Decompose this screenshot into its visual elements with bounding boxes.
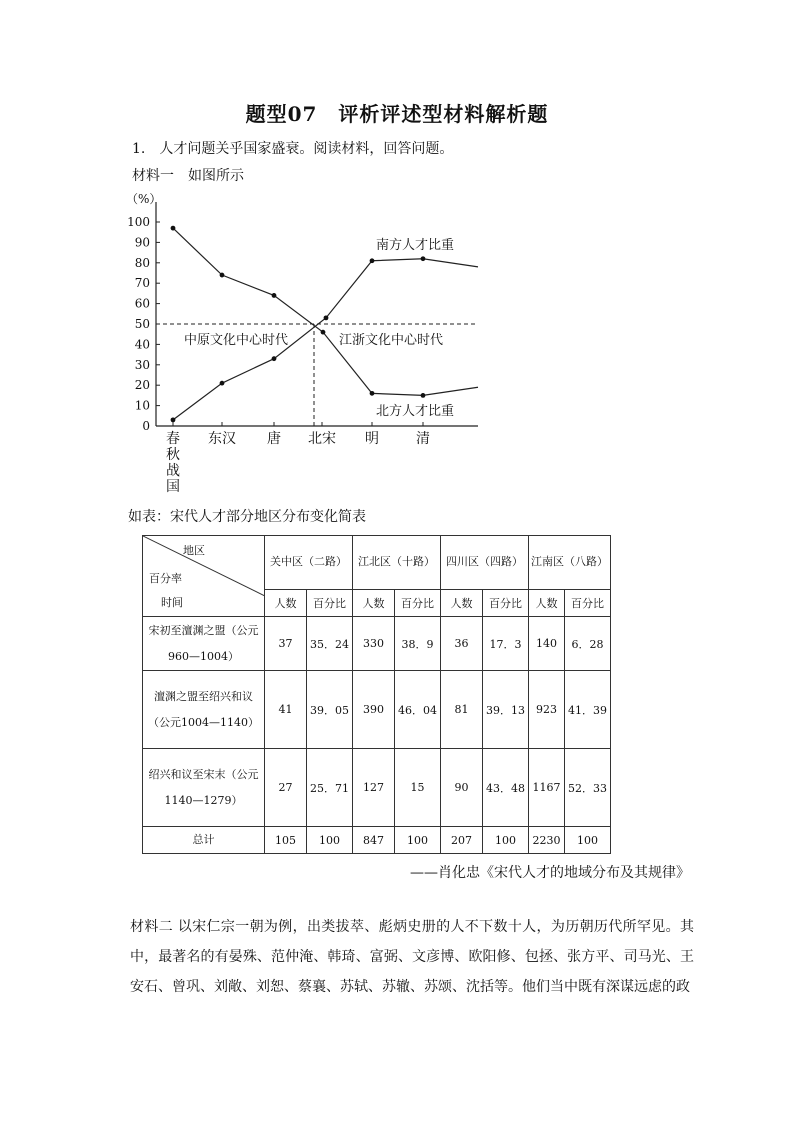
material2-text: 材料二 以宋仁宗一朝为例，出类拔萃、彪炳史册的人不下数十人，为历朝历代所罕见。其中，最著名的有晏殊、范仲淹、韩琦、富弼、文彦博、欧阳修、包拯、张方平、司马光、王安石、曾巩、刘敞、刘恕、蔡襄、苏轼、苏辙、苏颂、沈括等。他们当中既有深谋远虑的政: [130, 919, 694, 995]
period-cell: 绍兴和议至宋末（公元1140—1279）: [143, 749, 265, 827]
y-tick-label: 60: [134, 296, 150, 311]
table-cell: 140: [529, 617, 565, 671]
y-tick-label: 30: [134, 357, 150, 372]
data-point: [321, 330, 326, 335]
x-tick-label: 战: [166, 463, 180, 479]
data-point: [220, 381, 225, 386]
table-caption: 如表：宋代人才部分地区分布变化简表: [128, 509, 366, 525]
table-cell: 36: [441, 617, 483, 671]
table-row: [143, 749, 611, 827]
sub-header: 人数: [529, 589, 565, 616]
sub-header: 百分比: [395, 589, 441, 616]
table-row-total: [143, 827, 611, 854]
data-point: [272, 356, 277, 361]
annotation-central-plains: 中原文化中心时代: [184, 333, 289, 348]
table-corner-cell: [143, 536, 265, 617]
table-cell: 81: [441, 671, 483, 749]
series-label-south: 南方人才比重: [376, 238, 455, 253]
sub-header: 人数: [265, 589, 307, 616]
data-point: [171, 226, 176, 231]
table-cell: 100: [307, 827, 353, 854]
song-talent-table: [142, 535, 611, 854]
table-cell: 38．9: [395, 617, 441, 671]
y-tick-label: 10: [134, 398, 150, 413]
region-header: 江北区（十路）: [353, 536, 441, 590]
x-tick-label: 东汉: [208, 431, 236, 447]
table-cell: 15: [395, 749, 441, 827]
table-cell: 90: [441, 749, 483, 827]
table-cell: 100: [483, 827, 529, 854]
table-cell: 330: [353, 617, 395, 671]
table-row: [143, 671, 611, 749]
sub-header: 百分比: [307, 589, 353, 616]
table-cell: 41: [265, 671, 307, 749]
x-tick-label: 唐: [267, 431, 281, 447]
data-point: [171, 417, 176, 422]
period-cell: 总计: [143, 827, 265, 854]
table-cell: 390: [353, 671, 395, 749]
table-cell: 37: [265, 617, 307, 671]
table-cell: 105: [265, 827, 307, 854]
y-tick-label: 50: [134, 317, 150, 331]
y-tick-label: 90: [134, 235, 150, 250]
x-tick-label: 秋: [166, 447, 180, 463]
table-cell: 35．24: [307, 617, 353, 671]
sub-header: 人数: [353, 589, 395, 616]
table-cell: 39．05: [307, 671, 353, 749]
table-cell: 6．28: [565, 617, 611, 671]
data-point: [370, 258, 375, 263]
region-header: 关中区（二路）: [265, 536, 353, 590]
corner-rate-label: 百分率: [149, 572, 182, 585]
material1-label: 材料一 如图所示: [132, 168, 244, 184]
x-tick-label: 春: [166, 431, 180, 447]
table-row: [143, 617, 611, 671]
corner-time-label: 时间: [161, 596, 183, 609]
table-cell: 923: [529, 671, 565, 749]
table-cell: 100: [565, 827, 611, 854]
data-point: [370, 391, 375, 396]
table-cell: 207: [441, 827, 483, 854]
sub-header: 百分比: [483, 589, 529, 616]
source-citation: ——肖化忠《宋代人才的地域分布及其规律》: [410, 865, 690, 881]
table-cell: 17．3: [483, 617, 529, 671]
question-stem: 1. 人才问题关乎国家盛衰。阅读材料，回答问题。: [132, 141, 454, 157]
x-tick-label: 北宋: [308, 431, 336, 447]
table-cell: 41．39: [565, 671, 611, 749]
page-title: 题型07 评析评述型材料解析题: [245, 102, 549, 126]
data-point: [324, 315, 329, 320]
annotation-jiangzhe: 江浙文化中心时代: [339, 333, 444, 348]
corner-region-label: 地区: [183, 544, 205, 557]
table-cell: 25．71: [307, 749, 353, 827]
table-cell: 27: [265, 749, 307, 827]
sub-header: 百分比: [565, 589, 611, 616]
data-point: [220, 273, 225, 278]
table-cell: 2230: [529, 827, 565, 854]
table-cell: 46．04: [395, 671, 441, 749]
y-tick-label: 70: [134, 276, 150, 291]
data-point: [272, 293, 277, 298]
series-label-north: 北方人才比重: [376, 404, 455, 419]
table-cell: 43．48: [483, 749, 529, 827]
table-cell: 847: [353, 827, 395, 854]
x-tick-label: 清: [416, 431, 430, 447]
y-tick-label: 20: [134, 378, 150, 393]
y-tick-label: 80: [134, 255, 150, 270]
data-point: [421, 256, 426, 261]
table-cell: 39．13: [483, 671, 529, 749]
x-tick-label: 国: [166, 479, 180, 495]
y-tick-label: 0: [142, 419, 150, 433]
period-cell: 澶渊之盟至绍兴和议（公元1004—1140）: [143, 671, 265, 749]
region-header: 四川区（四路）: [441, 536, 529, 590]
y-tick-label: 100: [127, 215, 150, 229]
table-cell: 52．33: [565, 749, 611, 827]
y-axis-unit: （%）: [126, 192, 162, 206]
sub-header: 人数: [441, 589, 483, 616]
period-cell: 宋初至澶渊之盟（公元960—1004）: [143, 617, 265, 671]
talent-ratio-chart: [118, 188, 498, 500]
table-cell: 100: [395, 827, 441, 854]
region-header: 江南区（八路）: [529, 536, 611, 590]
table-cell: 1167: [529, 749, 565, 827]
table-cell: 127: [353, 749, 395, 827]
data-point: [421, 393, 426, 398]
series-line: [173, 228, 478, 395]
y-tick-label: 40: [134, 337, 150, 352]
x-tick-label: 明: [365, 431, 379, 447]
